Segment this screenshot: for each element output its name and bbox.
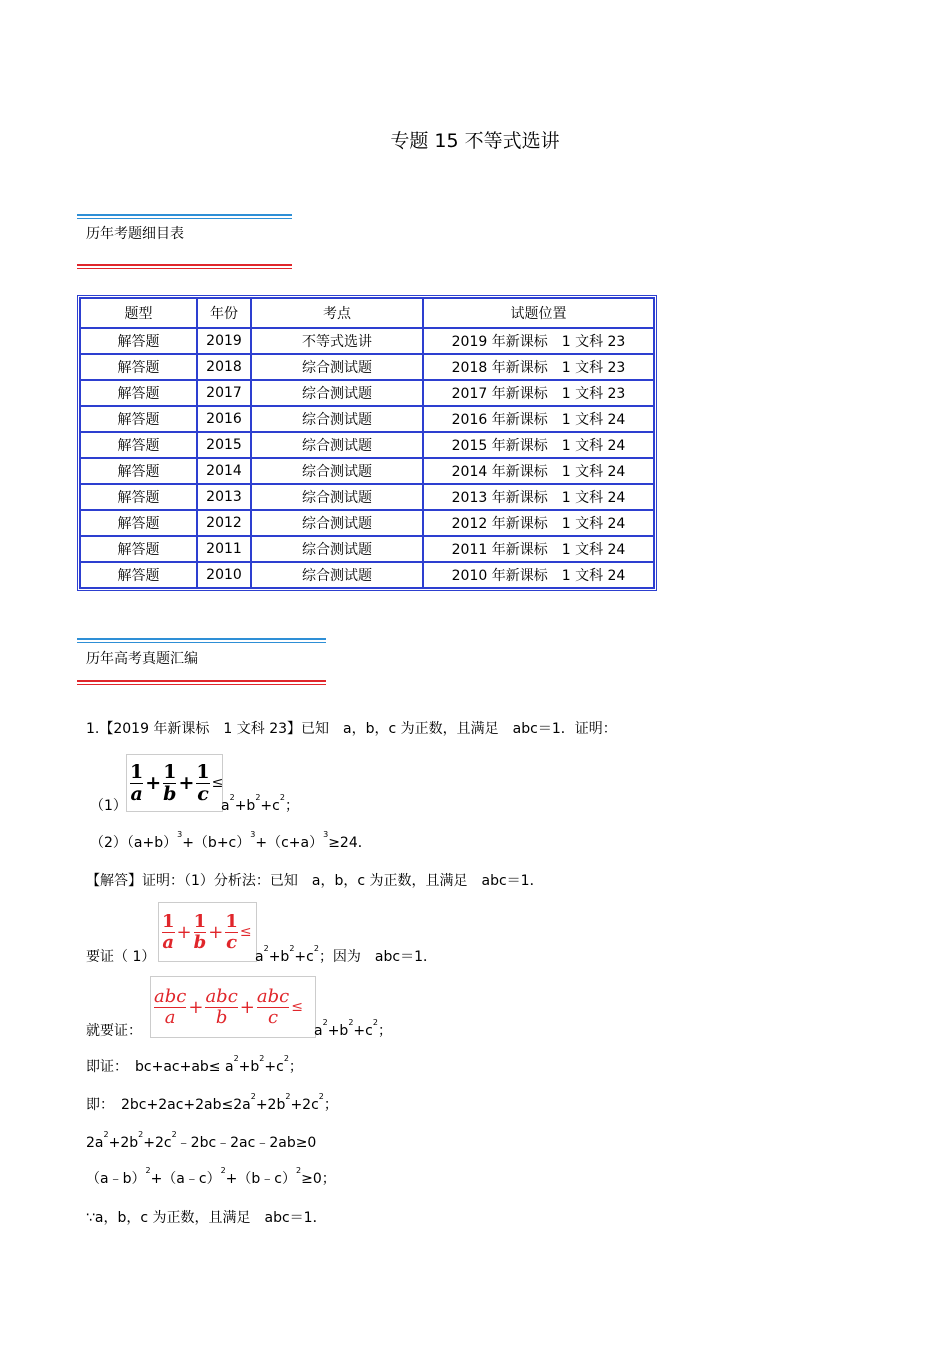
to-prove-label: 要证（ 1） — [86, 949, 156, 965]
step-since: ∵a，b，c 为正数，且满足 abc＝1． — [86, 1210, 327, 1226]
cell-year: 2011 — [197, 536, 251, 562]
cell-position: 2017 年新课标 1 文科 23 — [423, 380, 654, 406]
cell-topic: 综合测试题 — [251, 562, 423, 588]
cell-type: 解答题 — [80, 406, 197, 432]
cell-year: 2018 — [197, 354, 251, 380]
cell-year: 2010 — [197, 562, 251, 588]
cell-type: 解答题 — [80, 536, 197, 562]
cell-year: 2012 — [197, 510, 251, 536]
cell-topic: 综合测试题 — [251, 510, 423, 536]
table-row — [80, 536, 654, 562]
cell-position: 2014 年新课标 1 文科 24 — [423, 458, 654, 484]
cell-topic: 综合测试题 — [251, 406, 423, 432]
cell-topic: 综合测试题 — [251, 484, 423, 510]
cell-year: 2016 — [197, 406, 251, 432]
formula-image-2: $\frac{1}{a}$ + $\frac{1}{b}$ + $\frac{1}{c}$ ≤ — [158, 902, 257, 962]
cell-position: 2010 年新课标 1 文科 24 — [423, 562, 654, 588]
need-prove-rhs: $a^2+b^2+c^2$； — [314, 1018, 392, 1039]
section-divider-bottom — [77, 680, 326, 682]
section-divider-bottom — [77, 264, 292, 266]
section-divider-top — [77, 214, 292, 216]
step-ji: 即： $2bc+2ac+2ab\le 2a^2+2b^2+2c^2$； — [86, 1092, 338, 1113]
cell-topic: 综合测试题 — [251, 432, 423, 458]
answer-intro: 【解答】证明：（1）分析法：已知 a，b，c 为正数，且满足 abc＝1． — [86, 873, 544, 889]
cell-year: 2017 — [197, 380, 251, 406]
table-row — [80, 406, 654, 432]
table-row — [80, 562, 654, 588]
table-row — [80, 458, 654, 484]
need-prove-label: 就要证： — [86, 1023, 142, 1039]
cell-position: 2019 年新课标 1 文科 23 — [423, 328, 654, 354]
section-divider-bottom — [77, 268, 292, 269]
section-divider-bottom — [77, 684, 326, 685]
step-square: （a﹣b）$^2$+（a﹣c）$^2$+（b﹣c）$^2$≥0； — [86, 1166, 336, 1187]
part1-rhs: $a^2+b^2+c^2$； — [221, 793, 299, 814]
header-topic: 考点 — [251, 298, 423, 328]
cell-year: 2015 — [197, 432, 251, 458]
cell-type: 解答题 — [80, 354, 197, 380]
section-divider-top — [77, 642, 326, 643]
step-jizheng: 即证： $bc+ac+ab\le a^2+b^2+c^2$； — [86, 1054, 303, 1075]
cell-type: 解答题 — [80, 458, 197, 484]
cell-position: 2016 年新课标 1 文科 24 — [423, 406, 654, 432]
table-row — [80, 432, 654, 458]
table-row — [80, 510, 654, 536]
formula-image-3: $\frac{\text{abc}}{a}$ + $\frac{\text{abc}}{b}$ + $\frac{\text{abc}}{c}$ ≤ — [150, 976, 316, 1038]
header-type: 题型 — [80, 298, 197, 328]
cell-topic: 综合测试题 — [251, 380, 423, 406]
cell-position: 2012 年新课标 1 文科 24 — [423, 510, 654, 536]
cell-type: 解答题 — [80, 380, 197, 406]
section-title-table: 历年考题细目表 — [86, 226, 184, 242]
problem-stem: 1.【2019 年新课标 1 文科 23】已知 a，b，c 为正数，且满足 abc＝1．证明： — [86, 721, 617, 737]
cell-year: 2013 — [197, 484, 251, 510]
table-row — [80, 328, 654, 354]
cell-type: 解答题 — [80, 328, 197, 354]
page-title: 专题 15 不等式选讲 — [390, 130, 560, 152]
cell-topic: 综合测试题 — [251, 458, 423, 484]
part2: $(2)(a+b)^3+(b+c)^3+(c+a)^3\ge 24$． — [90, 830, 372, 851]
cell-topic: 不等式选讲 — [251, 328, 423, 354]
part1-label: （1） — [90, 798, 127, 814]
section-divider-top — [77, 218, 292, 219]
cell-type: 解答题 — [80, 484, 197, 510]
header-year: 年份 — [197, 298, 251, 328]
cell-position: 2018 年新课标 1 文科 23 — [423, 354, 654, 380]
cell-year: 2019 — [197, 328, 251, 354]
table-row — [80, 354, 654, 380]
header-position: 试题位置 — [423, 298, 654, 328]
section-title-problems: 历年高考真题汇编 — [86, 651, 198, 667]
table-row — [80, 484, 654, 510]
to-prove-rhs: $a^2+b^2+c^2$；因为 abc＝1． — [255, 944, 438, 965]
cell-position: 2011 年新课标 1 文科 24 — [423, 536, 654, 562]
cell-topic: 综合测试题 — [251, 354, 423, 380]
exam-table — [77, 295, 657, 591]
table-header-row — [80, 298, 654, 328]
cell-position: 2015 年新课标 1 文科 24 — [423, 432, 654, 458]
table-row — [80, 380, 654, 406]
cell-type: 解答题 — [80, 432, 197, 458]
cell-topic: 综合测试题 — [251, 536, 423, 562]
cell-type: 解答题 — [80, 562, 197, 588]
cell-position: 2013 年新课标 1 文科 24 — [423, 484, 654, 510]
cell-type: 解答题 — [80, 510, 197, 536]
formula-image-1: $\frac{1}{a}$ + $\frac{1}{b}$ + $\frac{1}{c}$ ≤ — [126, 754, 223, 812]
section-divider-top — [77, 638, 326, 640]
step-expand: $2a^2+2b^2+2c^2﹣2bc﹣2ac﹣2ab\ge 0$ — [86, 1130, 317, 1151]
cell-year: 2014 — [197, 458, 251, 484]
